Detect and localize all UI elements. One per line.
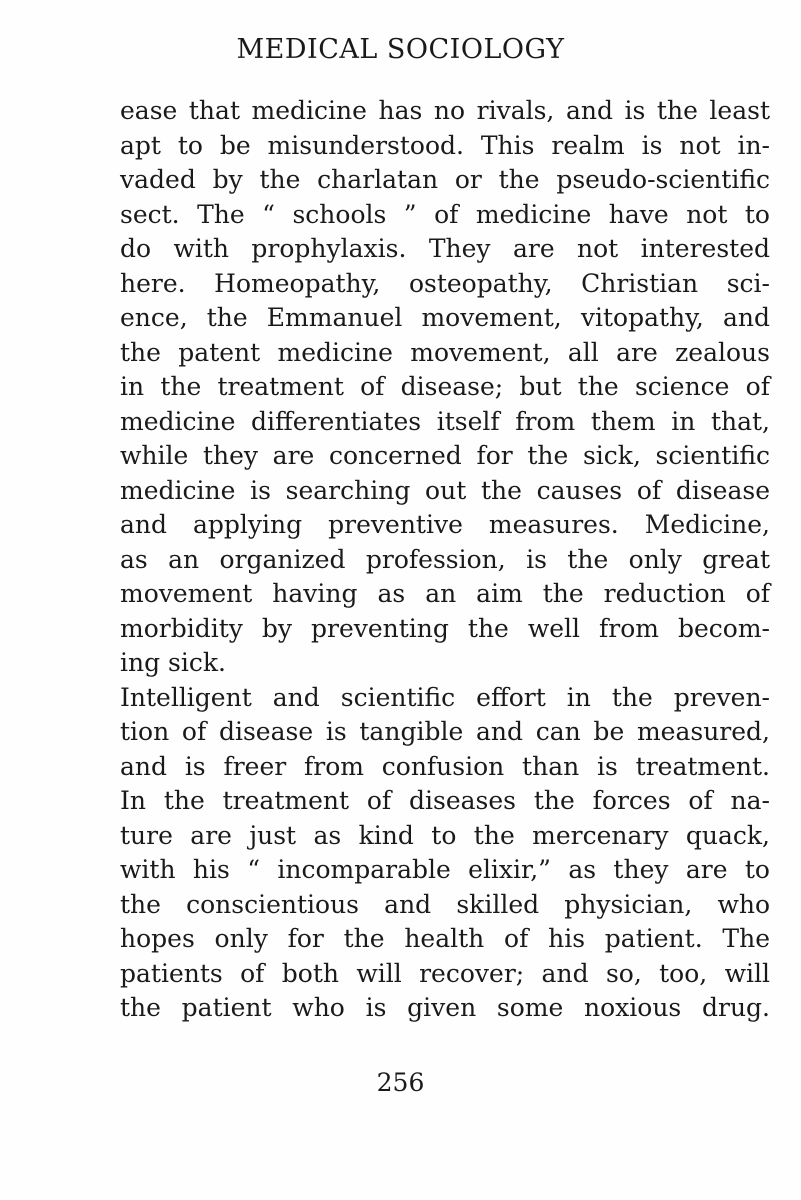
text-line: ture are just as kind to the mercenary quack, bbox=[120, 820, 770, 850]
text-line: the conscientious and skilled physician, who bbox=[120, 889, 770, 919]
text-line: Intelligent and scientific effort in the preven- bbox=[120, 682, 770, 712]
page-number: 256 bbox=[376, 1068, 425, 1097]
running-head: MEDICAL SOCIOLOGY bbox=[236, 34, 565, 65]
text-line: In the treatment of diseases the forces of na- bbox=[120, 786, 770, 815]
text-line: medicine differentiates itself from them in that, bbox=[120, 406, 770, 436]
text-line: the patient who is given some noxious drug. bbox=[120, 993, 770, 1022]
text-line: tion of disease is tangible and can be measured, bbox=[120, 717, 770, 746]
text-line: while they are concerned for the sick, scientific bbox=[120, 441, 770, 470]
text-line: sect. The “ schools ” of medicine have not to bbox=[120, 199, 770, 229]
text-line: as an organized profession, is the only great bbox=[120, 544, 770, 574]
text-line: vaded by the charlatan or the pseudo-scientific bbox=[120, 165, 770, 194]
text-line: and applying preventive measures. Medicine, bbox=[120, 510, 770, 539]
text-line: hopes only for the health of his patient. The bbox=[120, 924, 770, 953]
text-line: movement having as an aim the reduction of bbox=[120, 579, 770, 608]
text-line: patients of both will recover; and so, too, will bbox=[120, 958, 770, 988]
body-text bbox=[120, 94, 770, 1026]
text-line: ease that medicine has no rivals, and is the least bbox=[120, 96, 770, 125]
text-line: ing sick. bbox=[120, 648, 226, 677]
text-line: morbidity by preventing the well from becom- bbox=[120, 613, 770, 643]
text-line: with his “ incomparable elixir,” as they are to bbox=[120, 855, 770, 884]
text-line: do with prophylaxis. They are not interested bbox=[120, 234, 770, 263]
text-line: ence, the Emmanuel movement, vitopathy, and bbox=[120, 303, 770, 332]
text-line: apt to be misunderstood. This realm is not in- bbox=[120, 130, 770, 160]
text-line: the patent medicine movement, all are zealous bbox=[120, 337, 770, 367]
text-line: here. Homeopathy, osteopathy, Christian sci- bbox=[120, 268, 770, 298]
text-line: medicine is searching out the causes of disease bbox=[120, 475, 770, 505]
text-line: in the treatment of disease; but the science of bbox=[120, 372, 770, 401]
text-line: and is freer from confusion than is treatment. bbox=[120, 751, 770, 781]
